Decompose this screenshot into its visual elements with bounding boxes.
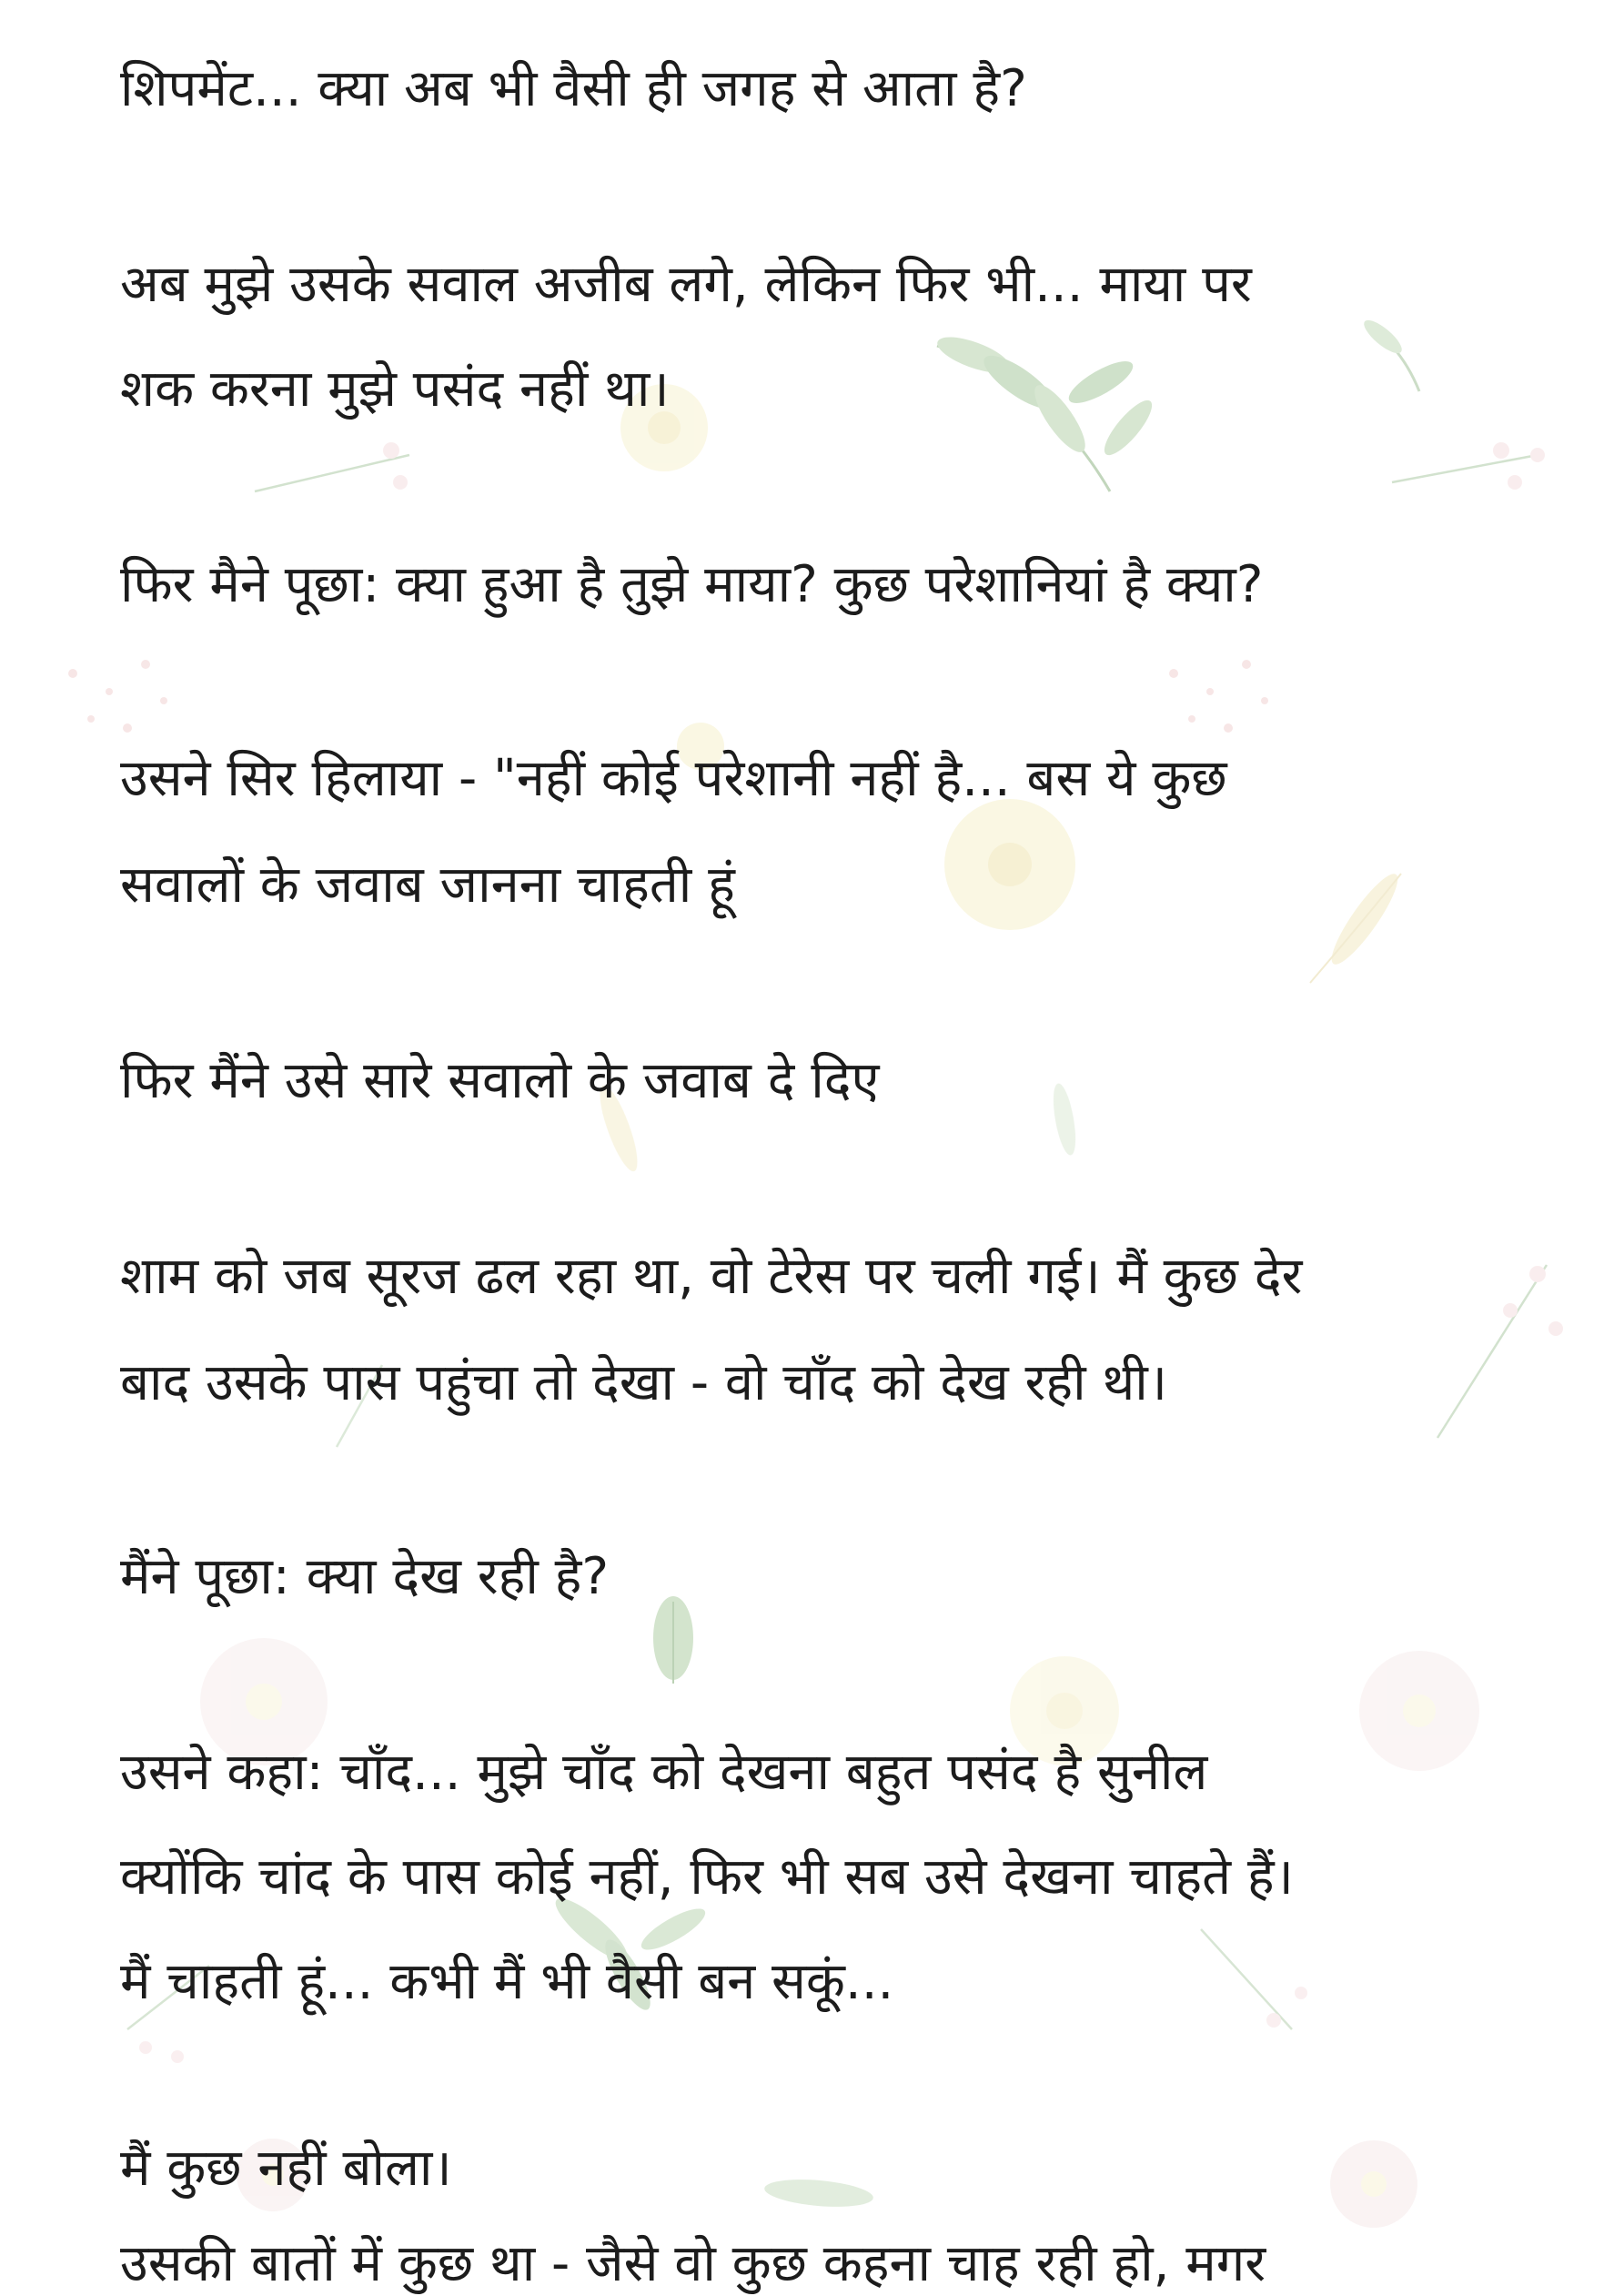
story-line: क्योंकि चांद के पास कोई नहीं, फिर भी सब उसे देखना चाहते हैं।	[120, 1847, 1294, 1907]
story-line: बाद उसके पास पहुंचा तो देखा - वो चाँद को देख रही थी।	[120, 1353, 1167, 1412]
story-line: मैंने पूछा: क्या देख रही है?	[120, 1547, 610, 1606]
story-line: मैं चाहती हूं... कभी मैं भी वैसी बन सकूं...	[120, 1952, 894, 2011]
story-line: शिपमेंट... क्या अब भी वैसी ही जगह से आता है?	[120, 59, 1027, 118]
story-line: उसने कहा: चाँद... मुझे चाँद को देखना बहुत पसंद है सुनील	[120, 1743, 1208, 1802]
story-line: उसने सिर हिलाया - "नहीं कोई परेशानी नहीं है... बस ये कुछ	[120, 749, 1227, 808]
story-line: मैं कुछ नहीं बोला।	[120, 2139, 452, 2198]
story-line: अब मुझे उसके सवाल अजीब लगे, लेकिन फिर भी... माया पर	[120, 255, 1252, 314]
story-line: सवालों के जवाब जानना चाहती हूं	[120, 855, 735, 915]
story-line: शाम को जब सूरज ढल रहा था, वो टेरेस पर चली गई। मैं कुछ देर	[120, 1247, 1303, 1306]
story-line: शक करना मुझे पसंद नहीं था।	[120, 359, 670, 419]
story-line: फिर मैंने उसे सारे सवालो के जवाब दे दिए	[120, 1051, 880, 1110]
story-line: उसकी बातों में कुछ था - जैसे वो कुछ कहना चाह रही हो, मगर	[120, 2234, 1266, 2293]
story-line: फिर मैने पूछा: क्या हुआ है तुझे माया? कुछ परेशानियां है क्या?	[120, 555, 1264, 614]
